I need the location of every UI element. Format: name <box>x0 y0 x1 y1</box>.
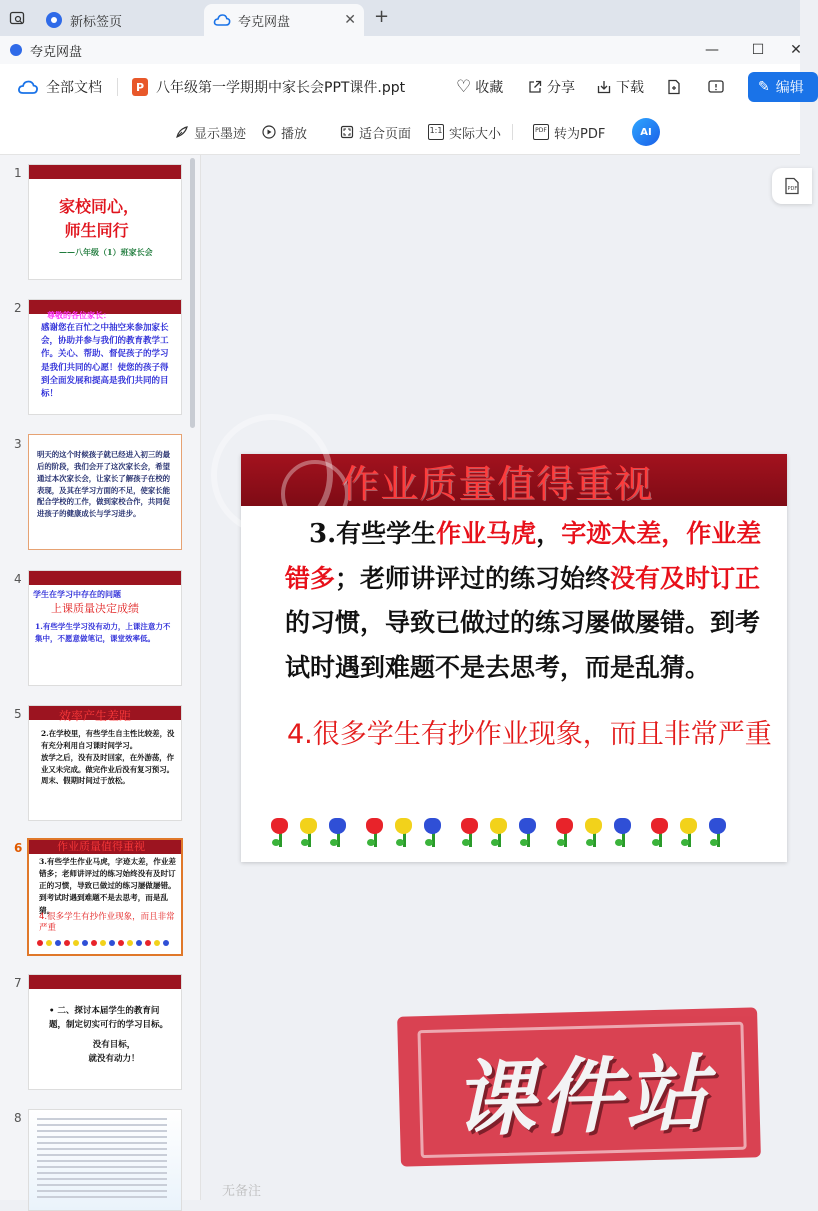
close-tab-icon[interactable]: ✕ <box>344 12 356 28</box>
pdf-icon: PDF <box>533 124 549 140</box>
svg-text:PDF: PDF <box>787 186 798 192</box>
sidebar-scrollbar[interactable] <box>190 158 195 428</box>
favorite-button[interactable] <box>456 64 503 110</box>
mini-tulip-icon <box>163 940 169 946</box>
actual-size-button[interactable] <box>428 110 501 154</box>
favorite-label: 收藏 <box>475 80 504 96</box>
thumb-body: 感谢您在百忙之中抽空来参加家长会，协助并参与我们的教育教学工作。关心、帮助、督促孩子的学习是我们共同的心愿！使您的孩子得到全面发展和提高是我们共同的目标！ <box>41 323 169 399</box>
tab-new[interactable] <box>36 4 196 36</box>
share-icon <box>528 80 542 94</box>
thumb-body: 3.有些学生作业马虎，字迹太差，作业差错多；老师讲评过的练习始终没有及时订正的习惯，导致已做过的练习屡做屡错。到考试时遇到难题不是去思考，而是乱猜。 <box>39 857 177 915</box>
watermark-stamp <box>397 1007 761 1166</box>
pdf-convert-icon <box>784 177 800 195</box>
tulip-icon <box>552 816 577 850</box>
mini-tulip-icon <box>91 940 97 946</box>
app-logo-icon <box>10 44 22 56</box>
tulip-icon <box>676 816 701 850</box>
thumb-number: 7 <box>14 976 22 990</box>
slide-paragraph-3 <box>285 512 775 690</box>
mini-tulip-icon <box>127 940 133 946</box>
thumb-body: • 二、探讨本届学生的教育问题，制定切实可行的学习目标。 <box>49 1006 169 1030</box>
tulip-icon <box>267 816 292 850</box>
convert-pdf-button[interactable] <box>533 110 605 154</box>
thumb-heading: 作业质量值得重视 <box>57 840 145 853</box>
thumb-band <box>29 571 181 585</box>
thumb-number: 5 <box>14 707 22 721</box>
thumb-band <box>29 975 181 989</box>
close-window-icon[interactable]: ✕ <box>790 42 802 58</box>
share-button[interactable] <box>528 64 575 110</box>
pencil-icon: ✎ <box>758 79 770 95</box>
thumb-heading: 学生在学习中存在的问题 <box>33 589 121 599</box>
browser-logo-icon <box>46 12 62 28</box>
fit-page-icon <box>340 125 354 139</box>
thumb-subtitle: ——八年级（1）班家长会 <box>59 247 153 257</box>
all-docs-label: 全部文档 <box>46 80 102 96</box>
maximize-icon[interactable]: ☐ <box>751 42 765 58</box>
save-to-drive-icon[interactable] <box>667 64 681 110</box>
mini-tulip-icon <box>109 940 115 946</box>
mini-tulip-icon <box>154 940 160 946</box>
thumb-number: 4 <box>14 572 22 586</box>
mini-tulip-icon <box>73 940 79 946</box>
cloud-icon <box>214 12 230 28</box>
slide-title: 作业质量值得重视 <box>341 461 654 506</box>
document-header <box>0 64 804 111</box>
tulip-border <box>267 816 730 850</box>
point-number: 3. <box>309 519 337 549</box>
tulip-icon <box>362 816 387 850</box>
fit-page-button[interactable] <box>340 110 411 154</box>
slide-thumbnail-5[interactable] <box>28 705 182 821</box>
thumb-body: 明天的这个时候孩子就已经进入初三的最后的阶段，我们会开了这次家长会，希望通过本次家长会，让家长了解孩子在校的表现，及其在学习方面的不足，使家长能配合学校的工作，做到家校合作，共同促进孩子的健康成长与学习进步。 <box>37 450 171 519</box>
new-tab-icon[interactable]: + <box>374 6 390 27</box>
tulip-icon <box>610 816 635 850</box>
ai-assistant-icon[interactable]: AI <box>632 118 660 146</box>
slide-thumbnail-2[interactable] <box>28 299 182 415</box>
slide-thumbnail-7[interactable] <box>28 974 182 1090</box>
thumb-number: 2 <box>14 301 22 315</box>
slide-thumbnail-3[interactable] <box>28 434 182 550</box>
thumb-body: 2.在学校里，有些学生自主性比较差，没有充分利用自习课时间学习。 放学之后，没有及时回家，在外游荡，作业又未完成。做完作业后没有复习预习。 周末、假期时间过于放松。 <box>41 729 175 786</box>
thumb-red-text: 4.很多学生有抄作业现象，而且非常严重 <box>39 912 175 934</box>
show-ink-label: 显示墨迹 <box>194 126 247 142</box>
tab-search-icon[interactable] <box>0 0 34 36</box>
fit-page-label: 适合页面 <box>359 126 412 142</box>
slide-thumbnail-8[interactable] <box>28 1109 182 1211</box>
download-button[interactable] <box>597 64 644 110</box>
mini-tulip-icon <box>118 940 124 946</box>
tulip-icon <box>486 816 511 850</box>
floating-pdf-tool[interactable] <box>772 168 812 204</box>
text-run: ；老师讲评过的练习始终 <box>335 563 611 593</box>
thumb-number: 3 <box>14 437 22 451</box>
tab-new-label: 新标签页 <box>70 14 123 30</box>
current-slide <box>241 454 787 862</box>
tulip-icon <box>420 816 445 850</box>
file-name-label: 八年级第一学期期中家长会PPT课件.ppt <box>156 80 406 96</box>
toolbar-divider <box>512 124 513 140</box>
mini-tulip-icon <box>82 940 88 946</box>
mini-tulip-icon <box>145 940 151 946</box>
ink-icon <box>175 125 189 139</box>
notes-area: 无备注 <box>222 1184 262 1199</box>
mini-tulip-icon <box>55 940 61 946</box>
feedback-icon[interactable] <box>708 64 724 110</box>
show-ink-button[interactable] <box>175 110 246 154</box>
tulip-icon <box>515 816 540 850</box>
thumb-heading: 效率产生差距 <box>59 709 132 723</box>
convert-pdf-label: 转为PDF <box>554 126 606 142</box>
ppt-file-icon: P <box>132 78 148 96</box>
edit-label: 编辑 <box>775 80 804 96</box>
slide-thumbnail-6-current[interactable] <box>27 838 183 956</box>
heart-icon: ♡ <box>456 77 472 97</box>
text-run: ， <box>536 519 562 548</box>
mini-tulip-icon <box>46 940 52 946</box>
thumb-number: 1 <box>14 166 22 180</box>
mini-tulip-icon <box>136 940 142 946</box>
thumb-body-2: 没有目标， 就没有动力！ <box>88 1040 140 1064</box>
minimize-icon[interactable]: — <box>705 42 719 58</box>
all-docs-link[interactable] <box>18 64 102 110</box>
text-run: 有些学生 <box>336 519 437 548</box>
play-label: 播放 <box>281 126 308 142</box>
divider <box>117 78 118 96</box>
tulip-icon <box>457 816 482 850</box>
slide-thumbnail-4[interactable] <box>28 570 182 686</box>
thumb-title: 家校同心， 师生同行 <box>59 197 140 240</box>
tulip-icon <box>325 816 350 850</box>
tab-quark-drive[interactable] <box>204 4 364 36</box>
play-icon <box>262 125 276 139</box>
tab-quark-drive-label: 夸克网盘 <box>238 14 291 30</box>
title-bar <box>0 36 800 64</box>
thumb-text-lines <box>37 1118 167 1120</box>
one-to-one-icon: 1:1 <box>428 124 444 140</box>
actual-size-label: 实际大小 <box>449 126 502 142</box>
download-icon <box>597 80 611 94</box>
slide-title-band <box>241 454 787 506</box>
thumb-tulips <box>37 940 169 946</box>
tulip-icon <box>705 816 730 850</box>
thumb-heading: 尊敬的各位家长： <box>47 310 111 320</box>
play-button[interactable] <box>262 110 307 154</box>
cloud-icon <box>18 80 38 94</box>
thumb-number-current: 6 <box>14 841 23 855</box>
highlight-text: 字迹太差，作业差错多 <box>285 519 762 593</box>
watermark-text: 课件站 <box>417 1022 746 1158</box>
window-title: 夸克网盘 <box>30 44 83 60</box>
highlight-text: 作业马虎 <box>436 519 537 548</box>
mini-tulip-icon <box>37 940 43 946</box>
tulip-icon <box>391 816 416 850</box>
tulip-icon <box>581 816 606 850</box>
mini-tulip-icon <box>100 940 106 946</box>
text-run: 的习惯，导致已做过的练习屡做屡错。到考试时遇到难题不是去思考，而是乱猜。 <box>285 608 761 682</box>
thumb-number: 8 <box>14 1111 22 1125</box>
edit-button[interactable] <box>748 72 818 102</box>
slide-thumbnail-1[interactable] <box>28 164 182 280</box>
slide-paragraph-4: 4.很多学生有抄作业现象，而且非常严重 <box>287 719 772 750</box>
file-name <box>132 64 405 110</box>
share-label: 分享 <box>547 80 575 96</box>
tulip-icon <box>296 816 321 850</box>
tulip-icon <box>647 816 672 850</box>
highlight-text: 没有及时订正 <box>610 563 761 593</box>
mini-tulip-icon <box>64 940 70 946</box>
thumb-body: 1.有些学生学习没有动力，上课注意力不集中，不愿意做笔记，课堂效率低。 <box>35 622 171 643</box>
thumb-subheading: 上课质量决定成绩 <box>51 602 139 615</box>
download-label: 下载 <box>616 80 644 96</box>
thumb-band <box>29 165 181 179</box>
viewer-toolbar <box>0 110 800 155</box>
